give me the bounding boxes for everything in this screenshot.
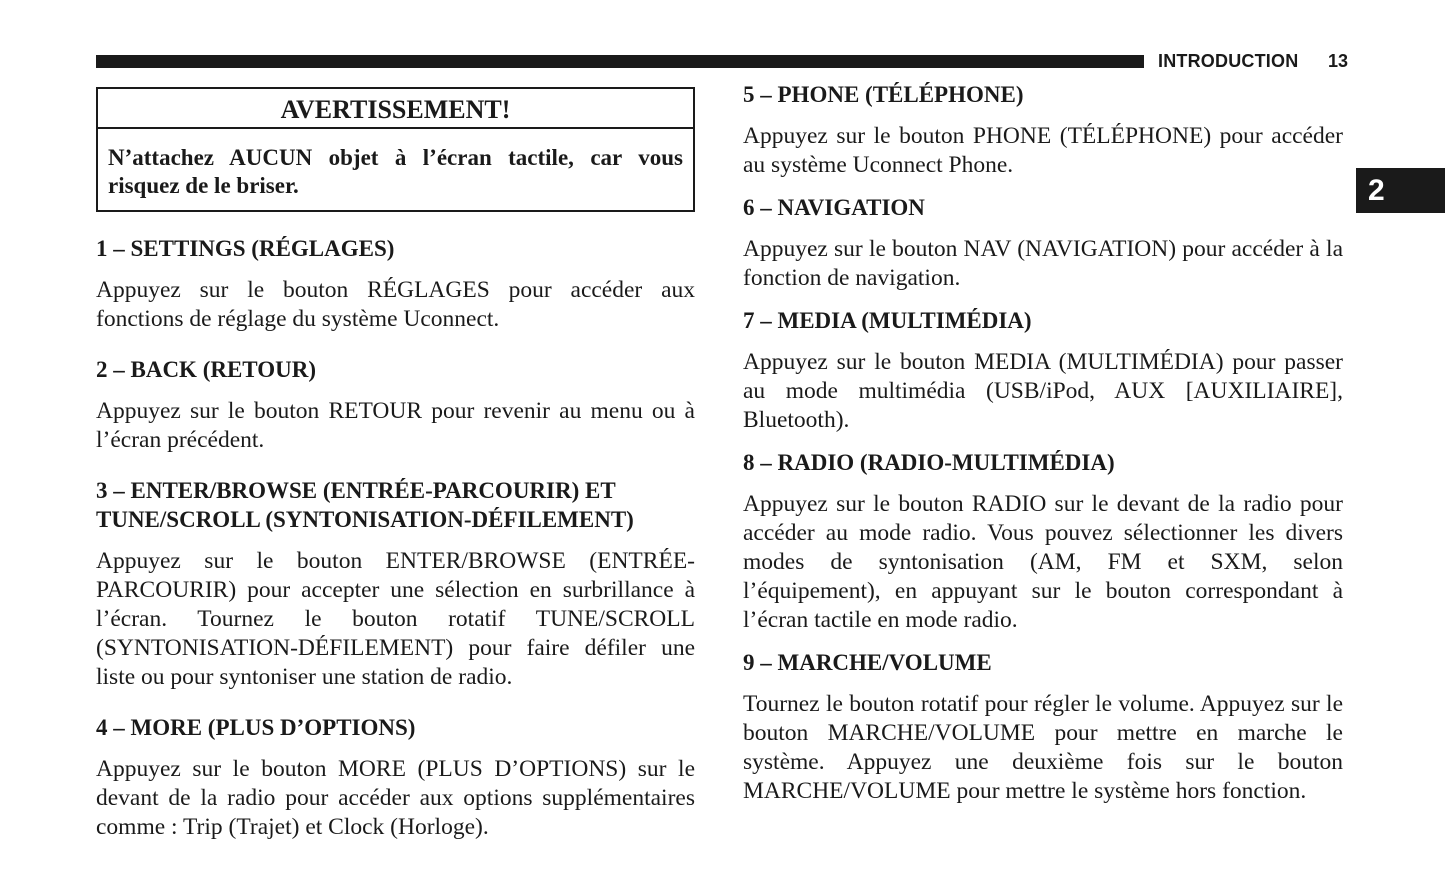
section-body-back: Appuyez sur le bouton RETOUR pour revenir au menu ou à l’écran précédent. [96, 398, 695, 453]
section-body-settings: Appuyez sur le bouton RÉGLAGES pour accéder aux fonctions de réglage du système Uconnect. [96, 277, 695, 332]
section-heading-navigation: 6 – NAVIGATION [743, 195, 925, 220]
section-heading-media: 7 – MEDIA (MULTIMÉDIA) [743, 308, 1032, 333]
section-body-media: Appuyez sur le bouton MEDIA (MULTIMÉDIA) pour passer au mode multimédia (USB/iPod, AUX [AUXILIAIRE], Bluetooth). [743, 349, 1343, 433]
left-column [96, 87, 695, 842]
section-body-more: Appuyez sur le bouton MORE (PLUS D’OPTIONS) sur le devant de la radio pour accéder aux options supplémentaires comme : Trip (Trajet) et Clock (Horloge). [96, 756, 695, 840]
section-heading-power-volume: 9 – MARCHE/VOLUME [743, 650, 992, 675]
running-header-section: INTRODUCTION [1158, 51, 1299, 71]
section-heading-more: 4 – MORE (PLUS D’OPTIONS) [96, 715, 416, 740]
section-body-navigation: Appuyez sur le bouton NAV (NAVIGATION) pour accéder à la fonction de navigation. [743, 236, 1343, 291]
chapter-tab: 2 [1356, 168, 1445, 213]
right-column [743, 80, 1343, 806]
section-heading-back: 2 – BACK (RETOUR) [96, 357, 317, 382]
section-heading-phone: 5 – PHONE (TÉLÉPHONE) [743, 82, 1024, 107]
warning-text: N’attachez AUCUN objet à l’écran tactile, car vous risquez de le briser. [108, 145, 683, 198]
section-body-power-volume: Tournez le bouton rotatif pour régler le volume. Appuyez sur le bouton MARCHE/VOLUME pour mettre en marche le système. Appuyez une deuxième fois sur le bouton MARCHE/VOLUME pour mettre le système hors fonction. [743, 691, 1343, 804]
section-heading-settings: 1 – SETTINGS (RÉGLAGES) [96, 236, 395, 261]
section-body-phone: Appuyez sur le bouton PHONE (TÉLÉPHONE) pour accéder au système Uconnect Phone. [743, 123, 1343, 178]
section-body-radio: Appuyez sur le bouton RADIO sur le devant de la radio pour accéder au mode radio. Vous pouvez sélectionner les divers modes de syntonisation (AM, FM et SXM, selon l’équipement), en appuyant sur le bouton correspondant à l’écran tactile en mode radio. [743, 491, 1343, 633]
section-heading-enter-browse: 3 – ENTER/BROWSE (ENTRÉE-PARCOURIR) ET TUNE/SCROLL (SYNTONISATION-DÉFILEMENT) [96, 478, 634, 532]
section-body-enter-browse: Appuyez sur le bouton ENTER/BROWSE (ENTRÉE-PARCOURIR) pour accepter une sélection en surbrillance à l’écran. Tournez le bouton rotatif TUNE/SCROLL (SYNTONISATION-DÉFILEMENT) pour faire défiler une liste ou pour syntoniser une station de radio. [96, 548, 695, 690]
warning-box [96, 87, 695, 212]
warning-title: AVERTISSEMENT! [98, 89, 693, 129]
page-number: 13 [1328, 51, 1349, 71]
header-rule [96, 55, 1144, 68]
section-heading-radio: 8 – RADIO (RADIO-MULTIMÉDIA) [743, 450, 1115, 475]
